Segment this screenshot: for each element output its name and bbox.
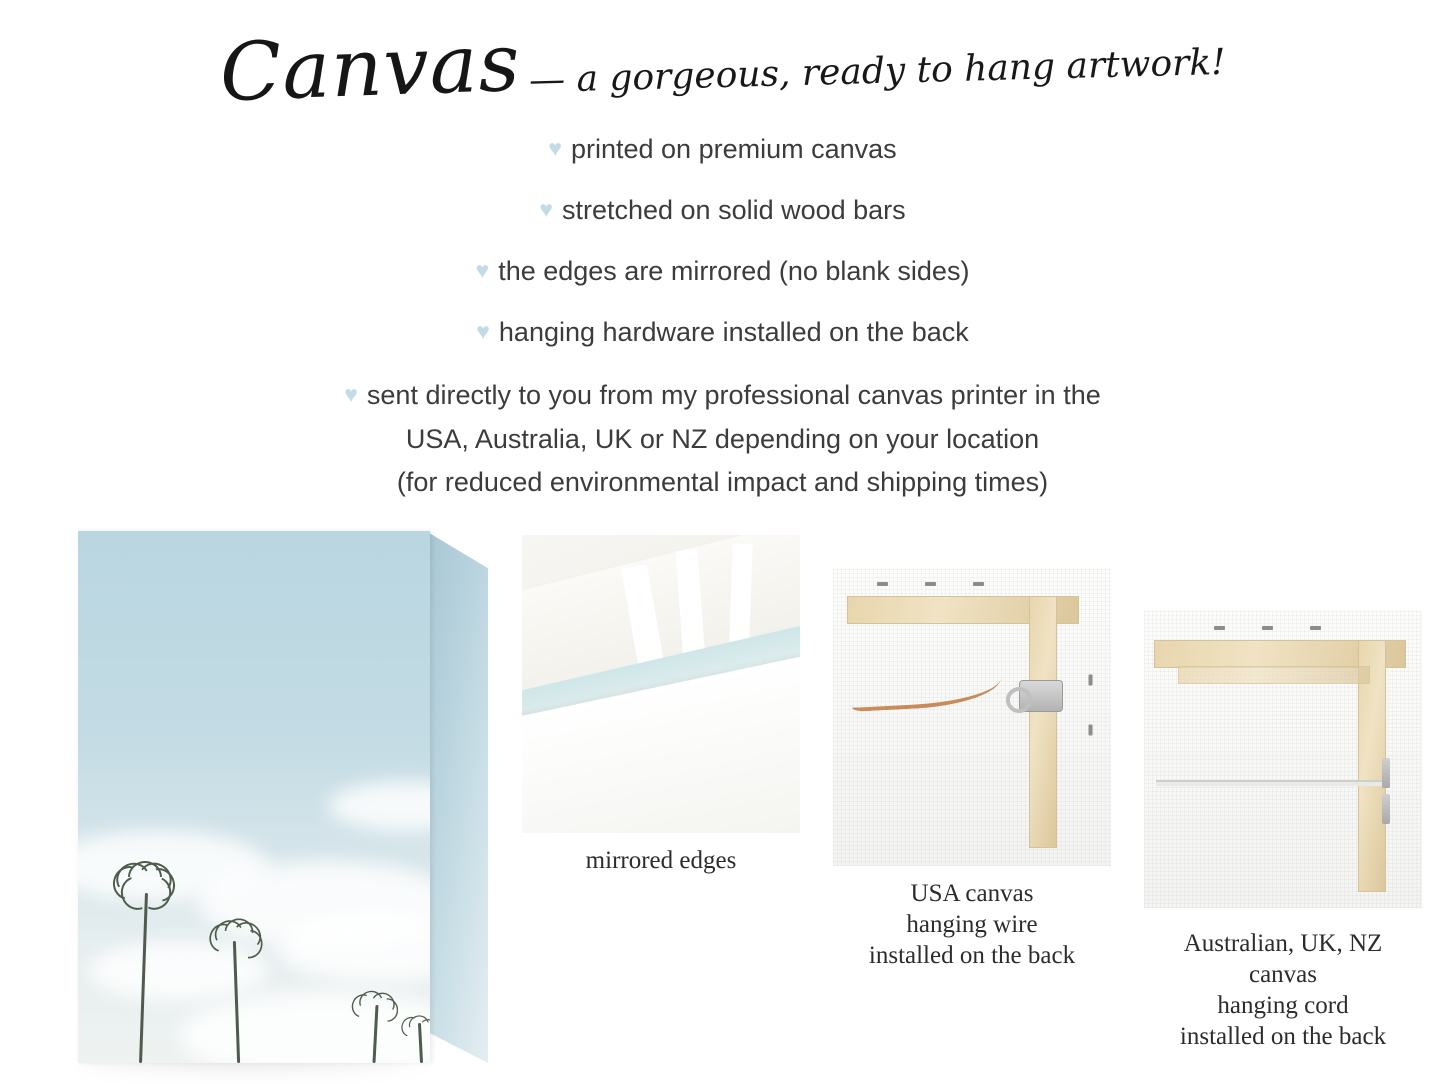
- palm-tree: [98, 861, 188, 1063]
- au-hanging-cord-photo: [1144, 610, 1422, 908]
- canvas-side-edge: [426, 531, 488, 1063]
- list-item-label-line3: (for reduced environmental impact and shipping times): [396, 467, 1049, 497]
- palm-trunk: [232, 941, 239, 1063]
- palm-trunk: [417, 1023, 422, 1063]
- palm-trunk: [139, 893, 148, 1063]
- staple-icon: [1262, 626, 1273, 630]
- caption-line: installed on the back: [1179, 1023, 1387, 1050]
- list-item-label: hanging hardware installed on the back: [498, 317, 969, 347]
- cord-hook-hardware: [1382, 758, 1390, 788]
- caption-line: canvas: [1248, 961, 1318, 988]
- product-image-gallery: [0, 500, 1445, 1084]
- canvas-front-face: [78, 531, 430, 1063]
- header: [0, 15, 1445, 123]
- staple-icon: [1214, 626, 1225, 630]
- caption-line: Australian, UK, NZ: [1183, 930, 1383, 957]
- list-item: [0, 374, 1445, 504]
- list-item: [0, 130, 1445, 169]
- caption-line: hanging wire: [906, 911, 1038, 938]
- list-item: [0, 313, 1445, 352]
- heart-icon: ♥: [476, 318, 490, 344]
- palm-tree: [196, 916, 276, 1063]
- wood-stretcher-bar-side: [1029, 596, 1057, 848]
- staple-icon: [877, 582, 888, 586]
- list-item-label: stretched on solid wood bars: [561, 195, 906, 225]
- caption-mirrored-edges: mirrored edges: [585, 847, 737, 874]
- staple-icon: [1089, 725, 1093, 736]
- heart-icon: ♥: [539, 196, 553, 222]
- caption-usa-wire: [813, 878, 1131, 971]
- caption-line: USA canvas: [910, 880, 1034, 907]
- palm-tree: [390, 1009, 430, 1063]
- cord-hook-hardware: [1382, 794, 1390, 824]
- wood-inner-bar: [1178, 666, 1370, 684]
- list-item-label: sent directly to you from my professional canvas printer in the: [366, 380, 1101, 410]
- heart-icon: ♥: [475, 257, 490, 283]
- list-item-label: the edges are mirrored (no blank sides): [498, 256, 970, 286]
- staple-icon: [973, 582, 984, 586]
- staple-icon: [1310, 626, 1321, 630]
- staple-icon: [1089, 675, 1093, 686]
- list-item: [0, 252, 1445, 291]
- list-item-label: printed on premium canvas: [570, 134, 897, 164]
- usa-hanging-wire-photo: [833, 568, 1111, 866]
- hanging-cord: [1156, 780, 1386, 786]
- page-title: Canvas: [218, 15, 522, 120]
- palm-trunk: [372, 1005, 378, 1063]
- heart-icon: ♥: [344, 381, 358, 407]
- canvas-mockup-image: [78, 531, 488, 1063]
- list-item: [0, 191, 1445, 230]
- list-item-label-line2: USA, Australia, UK or NZ depending on your location: [405, 424, 1040, 454]
- d-ring-hardware: [1019, 680, 1063, 712]
- caption-line: hanging cord: [1217, 992, 1349, 1019]
- caption-au-cord: [1124, 928, 1442, 1052]
- feature-list: [0, 130, 1445, 504]
- page-subtitle: — a gorgeous, ready to hang artwork!: [528, 41, 1226, 102]
- mirrored-edges-photo: [522, 535, 800, 833]
- cloud-shape: [328, 781, 430, 831]
- caption-line: installed on the back: [868, 942, 1076, 969]
- heart-icon: ♥: [548, 135, 562, 161]
- staple-icon: [925, 582, 936, 586]
